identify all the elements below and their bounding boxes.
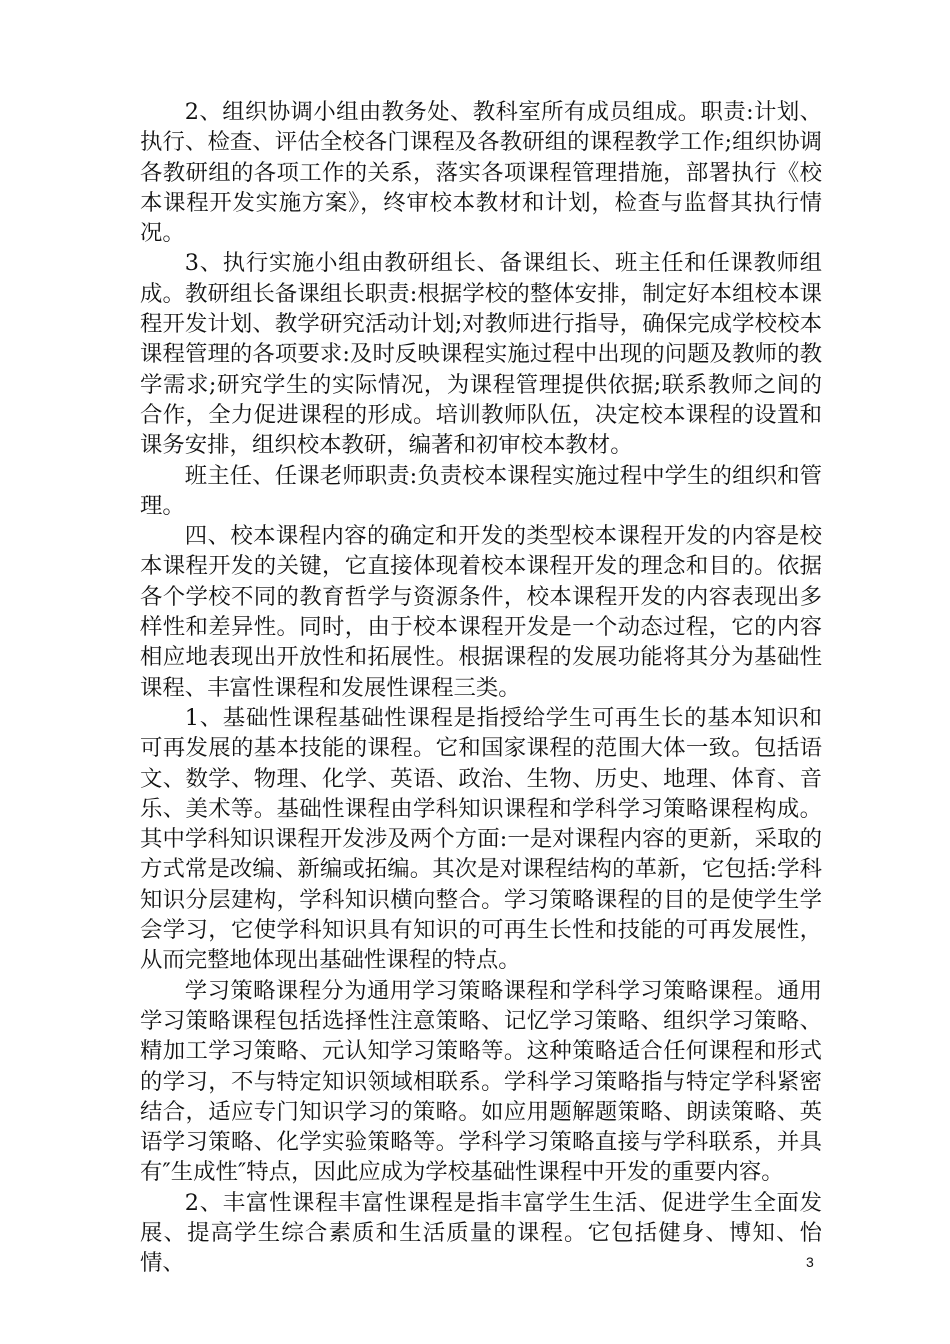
paragraph-class-teacher-duties: 班主任、任课老师职责:负责校本课程实施过程中学生的组织和管理。 bbox=[140, 462, 822, 519]
paragraph-basic-courses: 1、基础性课程基础性课程是指授给学生可再生长的基本知识和可再发展的基本技能的课程。它和国家课程的范围大体一致。包括语文、数学、物理、化学、英语、政治、生物、历史、地理、体育、音乐、美术等。基础性课程由学科知识课程和学科学习策略课程构成。其中学科知识课程开发涉及两个方面:一是对课程内容的更新，采取的方式常是改编、新编或拓编。其次是对课程结构的革新，它包括:学科知识分层建构，学科知识横向整合。学习策略课程的目的是使学生学会学习，它使学科知识具有知识的可再生长性和技能的可再发展性，从而完整地体现出基础性课程的特点。 bbox=[140, 704, 822, 974]
page-number: 3 bbox=[806, 1254, 814, 1270]
paragraph-coordination-group: 2、组织协调小组由教务处、教科室所有成员组成。职责:计划、执行、检查、评估全校各门课程及各教研组的课程教学工作;组织协调各教研组的各项工作的关系，落实各项课程管理措施，部署执行《校本课程开发实施方案》，终审校本教材和计划，检查与监督其执行情况。 bbox=[140, 99, 822, 247]
paragraph-section-four: 四、校本课程内容的确定和开发的类型校本课程开发的内容是校本课程开发的关键，它直接体现着校本课程开发的理念和目的。依据各个学校不同的教育哲学与资源条件，校本课程开发的内容表现出多样性和差异性。同时，由于校本课程开发是一个动态过程，它的内容相应地表现出开放性和拓展性。根据课程的发展功能将其分为基础性课程、丰富性课程和发展性课程三类。 bbox=[140, 523, 822, 701]
paragraph-learning-strategies: 学习策略课程分为通用学习策略课程和学科学习策略课程。通用学习策略课程包括选择性注意策略、记忆学习策略、组织学习策略、精加工学习策略、元认知学习策略等。这种策略适合任何课程和形式的学习，不与特定知识领域相联系。学科学习策略指与特定学科紧密结合，适应专门知识学习的策略。如应用题解题策略、朗读策略、英语学习策略、化学实验策略等。学科学习策略直接与学科联系，并具有″生成性″特点，因此应成为学校基础性课程中开发的重要内容。 bbox=[140, 977, 822, 1186]
paragraph-enrichment-courses: 2、丰富性课程丰富性课程是指丰富学生生活、促进学生全面发展、提高学生综合素质和生活质量的课程。它包括健身、博知、怡情、 bbox=[140, 1189, 822, 1277]
document-body bbox=[140, 97, 822, 1279]
paragraph-implementation-group: 3、执行实施小组由教研组长、备课组长、班主任和任课教师组成。教研组长备课组长职责:根据学校的整体安排，制定好本组校本课程开发计划、教学研究活动计划;对教师进行指导，确保完成学校校本课程管理的各项要求:及时反映课程实施过程中出现的问题及教师的教学需求;研究学生的实际情况，为课程管理提供依据;联系教师之间的合作，全力促进课程的形成。培训教师队伍，决定校本课程的设置和课务安排，组织校本教研，编著和初审校本教材。 bbox=[140, 250, 822, 459]
